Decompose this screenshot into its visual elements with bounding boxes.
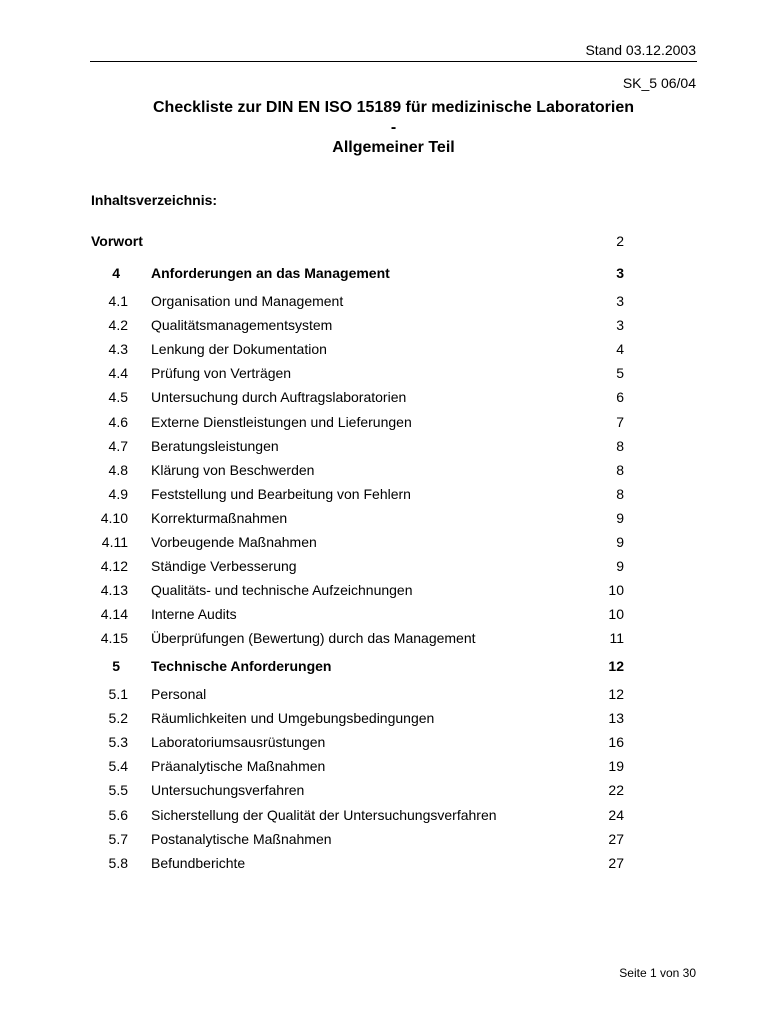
toc-label: Interne Audits [151, 606, 237, 623]
toc-row [0, 805, 768, 825]
toc-row [0, 484, 768, 504]
toc-page: 8 [616, 461, 624, 478]
toc-chapter-4 [0, 263, 768, 283]
title-line-1: Checkliste zur DIN EN ISO 15189 für medizinische Laboratorien [152, 99, 635, 116]
toc-page: 3 [616, 317, 624, 334]
toc-label: Untersuchungsverfahren [151, 782, 305, 799]
toc-number: 4.14 [100, 606, 128, 623]
toc-label: Postanalytische Maßnahmen [151, 830, 332, 847]
toc-label: Personal [151, 686, 207, 702]
toc-number: 5.7 [108, 830, 128, 847]
toc-page: 16 [608, 734, 624, 751]
header-date: Stand 03.12.2003 [585, 42, 696, 58]
toc-label: Externe Dienstleistungen und Lieferungen [151, 413, 412, 430]
toc-page: 9 [616, 509, 624, 526]
toc-page: 8 [616, 437, 624, 454]
toc-row [0, 315, 768, 335]
toc-row [0, 580, 768, 600]
toc-chapter-5 [0, 656, 768, 676]
toc-row-vorwort [0, 231, 768, 251]
toc-number: 5.8 [108, 854, 128, 871]
toc-page: 27 [608, 830, 624, 847]
toc-number: 4.15 [100, 630, 128, 647]
toc-label: Befundberichte [151, 854, 246, 871]
header-rule [90, 61, 697, 62]
toc-row [0, 460, 768, 480]
toc-number: 4.1 [108, 293, 128, 309]
toc-label: Qualitätsmanagementsystem [151, 317, 333, 334]
toc-page: 9 [616, 558, 624, 575]
toc-row [0, 684, 768, 704]
toc-row [0, 436, 768, 456]
toc-row [0, 853, 768, 873]
toc-number: 4.11 [101, 534, 128, 550]
toc-label: Klärung von Beschwerden [151, 461, 315, 478]
toc-page: 10 [608, 606, 624, 623]
toc-page: 4 [616, 341, 624, 358]
page-footer: Seite 1 von 30 [619, 966, 696, 980]
toc-number: 4.7 [108, 437, 128, 454]
toc-page: 2 [616, 233, 624, 249]
toc-number: 5.6 [108, 806, 128, 823]
toc-row [0, 556, 768, 576]
toc-number: 4 [112, 265, 120, 281]
toc-label: Vorbeugende Maßnahmen [151, 534, 317, 550]
toc-label: Überprüfungen (Bewertung) durch das Management [151, 630, 476, 647]
toc-page: 6 [616, 389, 624, 406]
toc-row [0, 628, 768, 648]
toc-label: Technische Anforderungen [151, 658, 332, 674]
toc-page: 7 [616, 413, 624, 430]
toc-page: 22 [608, 782, 624, 799]
toc-label: Laboratoriumsausrüstungen [151, 734, 326, 751]
toc-number: 4.2 [108, 317, 128, 334]
toc-row [0, 708, 768, 728]
document-code: SK_5 06/04 [622, 75, 696, 91]
toc-label: Lenkung der Dokumentation [151, 341, 327, 358]
toc-label: Beratungsleistungen [151, 437, 279, 454]
toc-label: Vorwort [91, 233, 143, 249]
title-line-2: - [390, 119, 397, 136]
toc-row [0, 508, 768, 528]
toc-page: 5 [616, 365, 624, 382]
toc-page: 13 [608, 710, 624, 727]
toc-label: Qualitäts- und technische Aufzeichnungen [151, 582, 413, 599]
toc-page: 27 [608, 854, 624, 871]
toc-number: 4.4 [108, 365, 128, 382]
toc-page: 3 [616, 265, 624, 281]
toc-number: 5.3 [108, 734, 128, 751]
toc-row [0, 780, 768, 800]
toc-label: Organisation und Management [151, 293, 344, 309]
toc-number: 4.9 [108, 485, 128, 502]
toc-number: 4.8 [108, 461, 128, 478]
toc-number: 4.13 [100, 582, 128, 599]
toc-row [0, 387, 768, 407]
toc-label: Anforderungen an das Management [151, 265, 390, 281]
toc-label: Korrekturmaßnahmen [151, 509, 288, 526]
toc-row [0, 412, 768, 432]
toc-page: 24 [608, 806, 624, 823]
toc-number: 4.6 [108, 413, 128, 430]
toc-page: 9 [616, 534, 624, 550]
toc-page: 19 [608, 758, 624, 775]
toc-row [0, 756, 768, 776]
toc-number: 5 [112, 658, 120, 674]
toc-heading: Inhaltsverzeichnis: [91, 192, 218, 208]
document-title [90, 98, 697, 158]
toc-label: Räumlichkeiten und Umgebungsbedingungen [151, 710, 435, 727]
toc-row [0, 732, 768, 752]
toc-page: 3 [616, 293, 624, 309]
toc-row [0, 291, 768, 311]
toc-row [0, 604, 768, 624]
toc-label: Untersuchung durch Auftragslaboratorien [151, 389, 407, 406]
toc-page: 10 [608, 582, 624, 599]
toc-number: 4.3 [108, 341, 128, 358]
toc-label: Präanalytische Maßnahmen [151, 758, 326, 775]
toc-row [0, 363, 768, 383]
toc-row [0, 532, 768, 552]
toc-label: Sicherstellung der Qualität der Untersuchungsverfahren [151, 806, 497, 823]
toc-number: 5.5 [108, 782, 128, 799]
toc-label: Prüfung von Verträgen [151, 365, 292, 382]
title-line-3: Allgemeiner Teil [332, 139, 455, 156]
toc-label: Feststellung und Bearbeitung von Fehlern [151, 485, 411, 502]
toc-page: 8 [616, 485, 624, 502]
toc-number: 4.12 [100, 558, 128, 575]
toc-label: Ständige Verbesserung [151, 558, 297, 575]
toc-number: 4.5 [108, 389, 128, 406]
toc-row [0, 339, 768, 359]
toc-page: 12 [608, 658, 624, 674]
toc-number: 5.4 [108, 758, 128, 775]
toc-row [0, 829, 768, 849]
toc-page: 12 [608, 686, 624, 702]
toc-number: 4.10 [100, 509, 128, 526]
toc-page: 11 [609, 630, 624, 647]
toc-number: 5.2 [108, 710, 128, 727]
toc-number: 5.1 [108, 686, 128, 702]
